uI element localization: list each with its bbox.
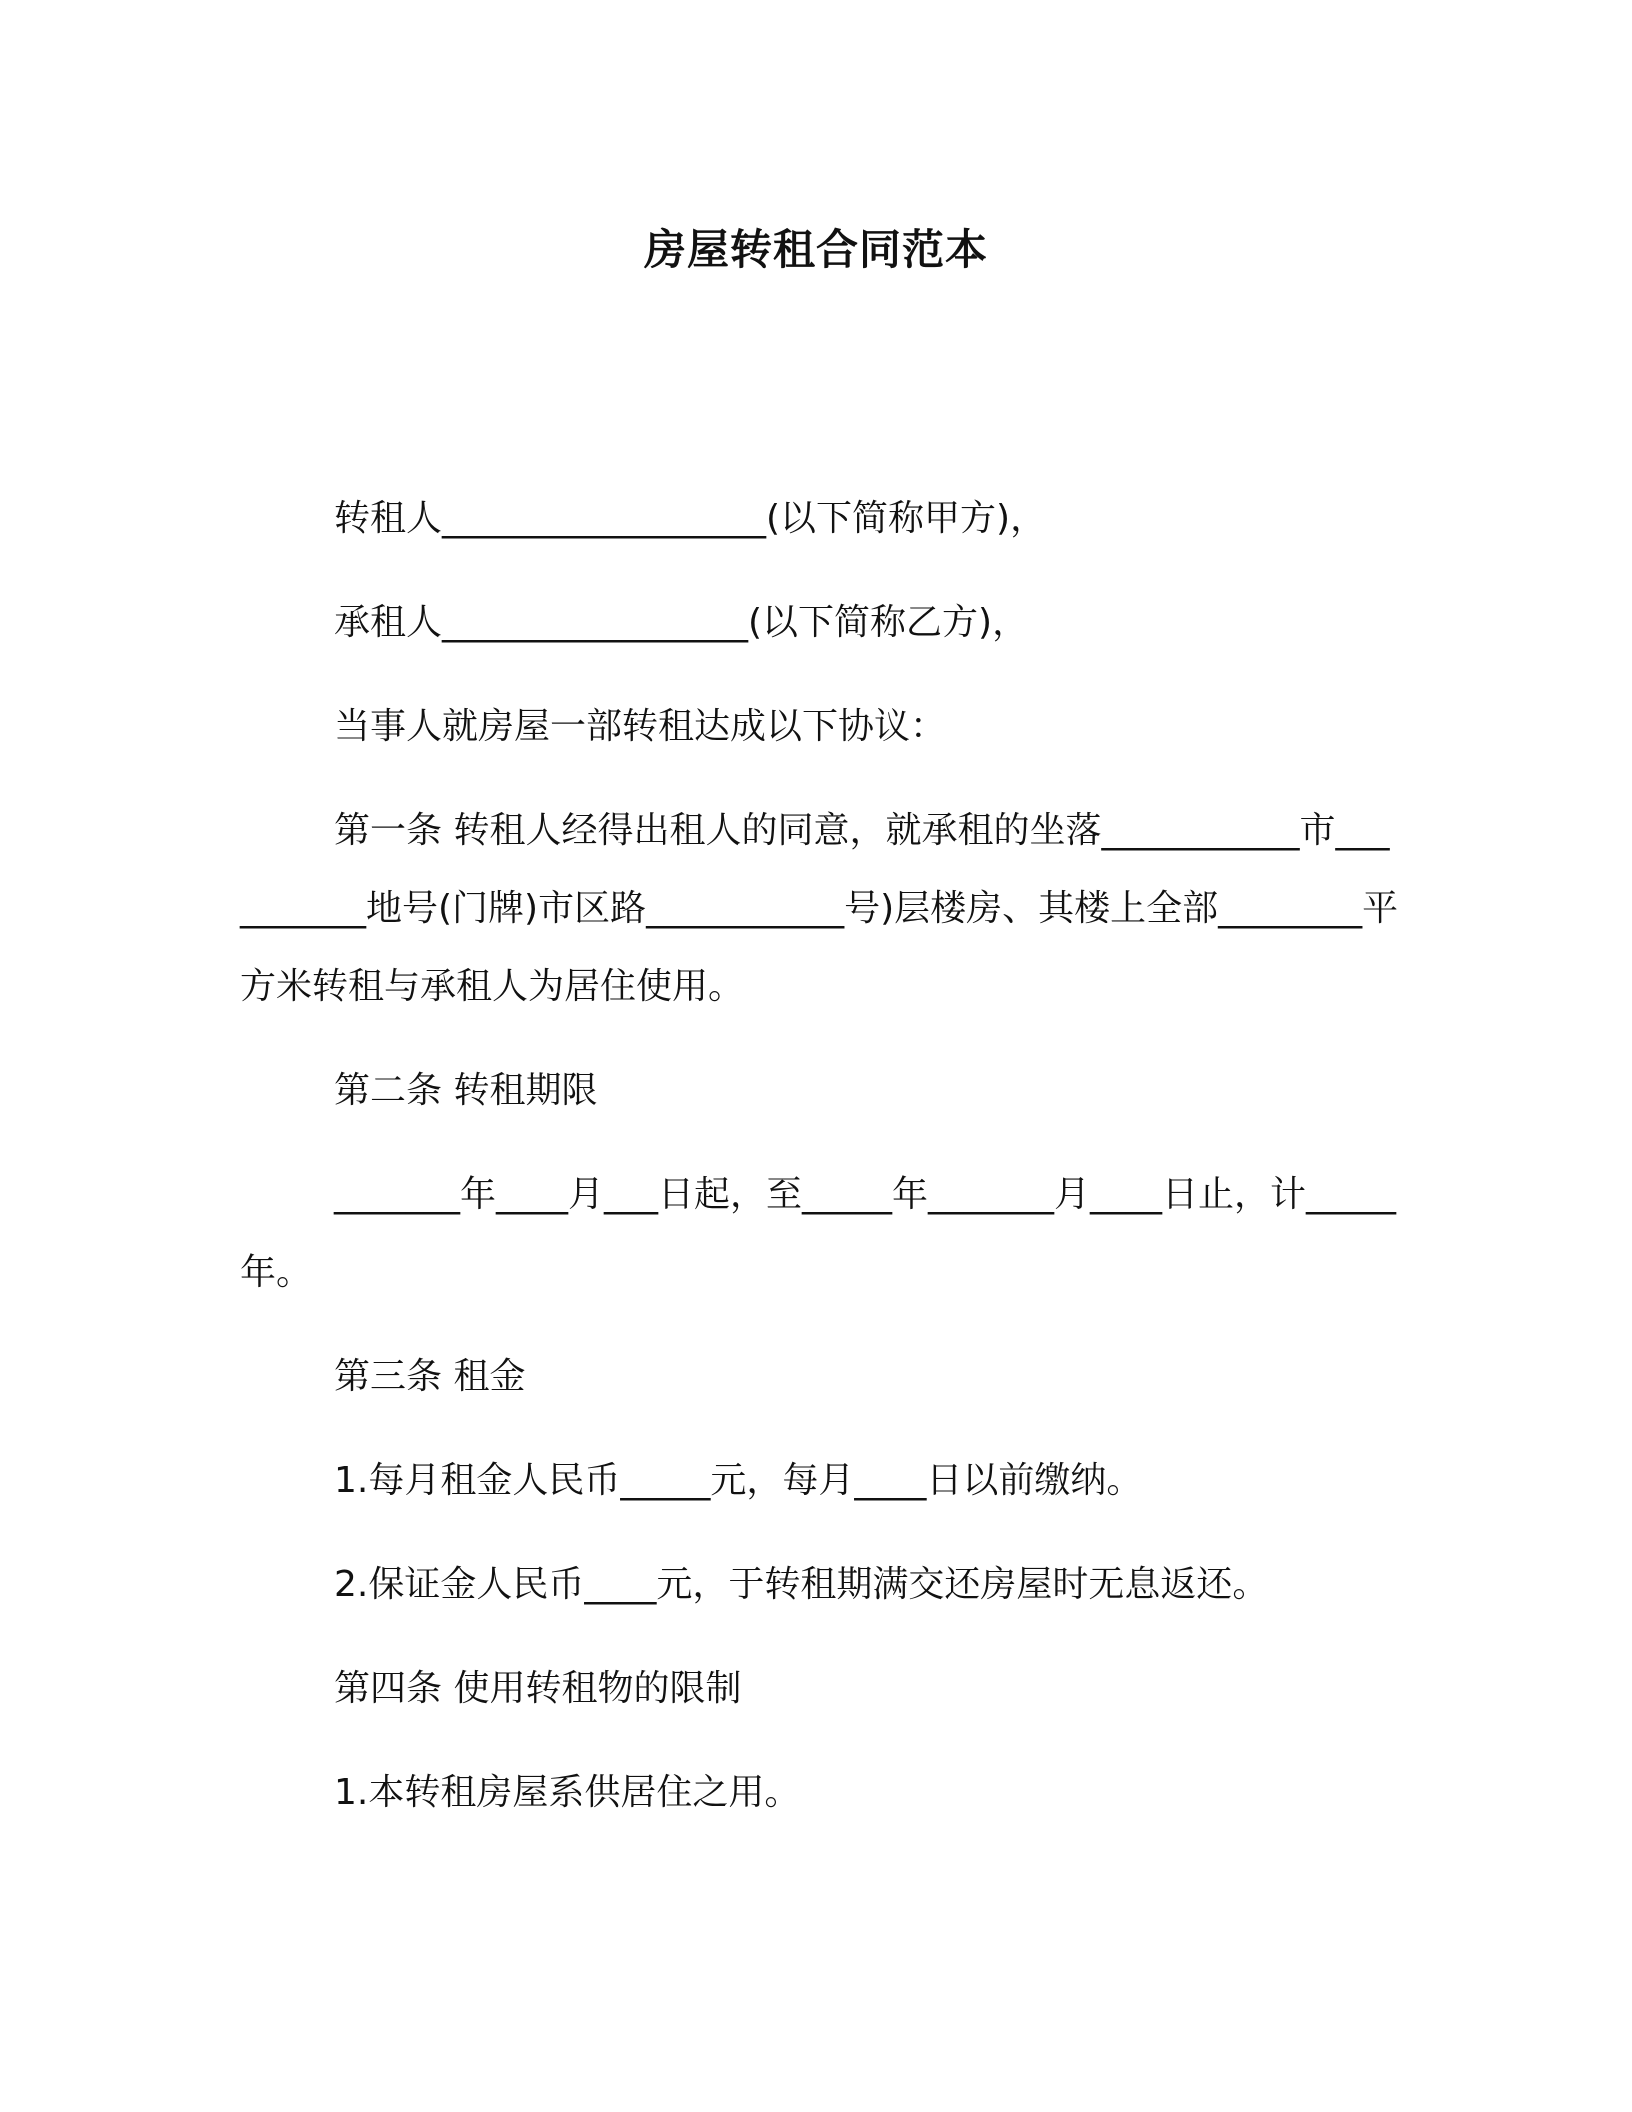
document-title: 房屋转租合同范本 <box>643 225 988 274</box>
paragraph-agreement-intro: 当事人就房屋一部转租达成以下协议： <box>334 706 947 747</box>
paragraph-article-3-deposit: 2.保证金人民币____元，于转租期满交还房屋时无息返还。 <box>334 1564 1269 1605</box>
paragraph-article-2-term: _______年____月___日起，至_____年_______月____日止，计_____年。 <box>240 1174 1397 1293</box>
paragraph-article-3-rent: 1.每月租金人民币_____元，每月____日以前缴纳。 <box>334 1460 1143 1501</box>
heading-article-4: 第四条 使用转租物的限制 <box>334 1668 742 1709</box>
paragraph-article-4-use: 1.本转租房屋系供居住之用。 <box>334 1772 801 1813</box>
paragraph-sublessee: 承租人_________________(以下简称乙方)， <box>334 602 1029 643</box>
paragraph-sublessor: 转租人__________________(以下简称甲方)， <box>334 498 1047 539</box>
paragraph-article-1: 第一条 转租人经得出租人的同意，就承租的坐落___________市__________地号(门牌)市区路___________号)层楼房、其楼上全部________平方米转租与承租人为居住使用。 <box>240 810 1399 1007</box>
heading-article-2: 第二条 转租期限 <box>334 1070 598 1111</box>
heading-article-3: 第三条 租金 <box>334 1356 526 1397</box>
